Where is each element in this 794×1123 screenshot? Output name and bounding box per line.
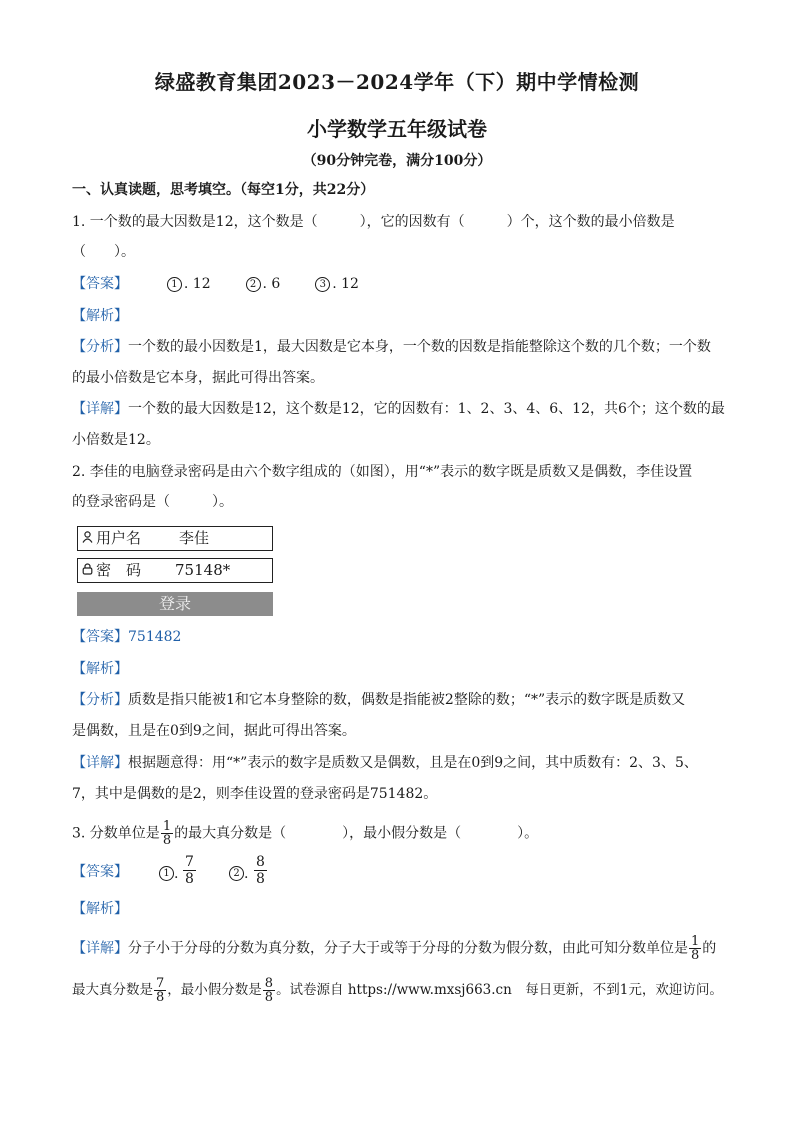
circled-number: 1	[167, 277, 182, 292]
fraction-numerator: 7	[185, 854, 194, 870]
fraction	[689, 935, 701, 962]
answer-value: . 6	[262, 276, 281, 292]
answer-tag: 【答案】	[72, 864, 128, 880]
fraction-denominator: 8	[256, 871, 265, 887]
fraction	[263, 977, 275, 1004]
fenxi-text: 一个数的最小因数是1，最大因数是它本身，一个数的因数是指能整除这个数的几个数；一个数	[128, 339, 711, 355]
xiangjie-text: 最大真分数是	[72, 982, 153, 998]
username-value: 李佳	[179, 529, 210, 547]
circled-number: 2	[246, 277, 261, 292]
xiangjie-tag: 【详解】	[72, 755, 128, 771]
fraction-numerator: 1	[691, 934, 700, 949]
xiangjie-tag: 【详解】	[72, 401, 128, 417]
username-field	[77, 526, 273, 551]
q2-fenxi-line1	[72, 690, 685, 710]
q3-text-pre: 3. 分数单位是	[72, 825, 160, 842]
fraction-denominator: 8	[156, 990, 165, 1005]
answer-text: 【答案】751482	[72, 629, 182, 645]
fraction	[154, 977, 166, 1004]
fraction	[254, 854, 267, 887]
xiangjie-text: ，最小假分数是	[167, 982, 262, 998]
fraction-denominator: 8	[264, 990, 274, 1005]
circled-number: 1	[159, 866, 174, 881]
xiangjie-text: 的	[702, 940, 717, 957]
xiangjie-text: 分子小于分母的分数为真分数，分子大于或等于分母的分数为假分数，由此可知分数单位是	[128, 940, 688, 957]
q2-fenxi-line2: 是偶数，且是在0到9之间，据此可得出答案。	[72, 723, 356, 739]
jiexi-tag: 【解析】	[72, 901, 128, 917]
answer-value: . 12	[183, 276, 211, 292]
q3-text-post: 的最大真分数是（ ），最小假分数是（ ）。	[174, 825, 539, 842]
fraction	[161, 820, 173, 847]
answer-tag: 【答案】	[72, 276, 128, 292]
q1-fenxi-line2: 的最小倍数是它本身，据此可得出答案。	[72, 370, 324, 386]
username-label: 用户名	[96, 529, 142, 547]
answer-dot: .	[174, 866, 179, 882]
section-heading: 一、认真读题，思考填空。（每空1分，共22分）	[72, 182, 375, 198]
xiangjie-tag: 【详解】	[72, 940, 128, 957]
q3-text	[72, 820, 538, 847]
q3-xiangjie-line1	[72, 935, 716, 962]
q1-xiangjie-line2: 小倍数是12。	[72, 432, 160, 448]
jiexi-tag: 【解析】	[72, 308, 128, 324]
q1-answer	[72, 274, 359, 294]
q2-answer	[72, 627, 181, 647]
q1-fenxi-line1	[72, 337, 711, 357]
q2-xiangjie-line1	[72, 753, 698, 773]
fraction-denominator: 8	[691, 948, 700, 963]
fenxi-tag: 【分析】	[72, 339, 128, 355]
q2-text-line2: 的登录密码是（ ）。	[72, 494, 233, 510]
fraction-numerator: 8	[264, 976, 274, 991]
fraction-numerator: 8	[256, 854, 265, 870]
q1-text-line2: （ ）。	[72, 244, 135, 260]
lock-icon	[78, 560, 96, 583]
exam-note: （90分钟完卷，满分100分）	[302, 153, 492, 169]
xiangjie-text: 。试卷源自 https://www.mxsj663.cn 每日更新，不到1元，欢迎访问。	[276, 982, 723, 998]
person-icon	[78, 528, 96, 551]
answer-dot: .	[244, 866, 249, 882]
q3-xiangjie-line2	[72, 977, 723, 1004]
circled-number: 2	[229, 866, 244, 881]
answer-value: . 12	[332, 276, 359, 292]
q2-xiangjie-line2: 7，其中是偶数的是2，则李佳设置的登录密码是751482。	[72, 786, 438, 802]
fenxi-tag: 【分析】	[72, 692, 128, 708]
q1-text-line1: 1. 一个数的最大因数是12，这个数是（ ），它的因数有（ ）个，这个数的最小倍数是	[72, 214, 675, 230]
q3-answer-tag	[72, 862, 128, 882]
xiangjie-text: 根据题意得：用“*”表示的数字是质数又是偶数，且是在0到9之间，其中质数有：2、3、5、	[128, 755, 698, 771]
fraction-denominator: 8	[162, 833, 172, 848]
fraction-numerator: 7	[156, 976, 165, 991]
fraction	[183, 854, 196, 887]
q2-text-line1: 2. 李佳的电脑登录密码是由六个数字组成的（如图），用“*”表示的数字既是质数又是偶数，李佳设置	[72, 464, 693, 480]
password-field	[77, 558, 273, 583]
jiexi-tag: 【解析】	[72, 661, 128, 677]
circled-number: 3	[315, 277, 330, 292]
fenxi-text: 质数是指只能被1和它本身整除的数，偶数是指能被2整除的数；“*”表示的数字既是质数又	[128, 692, 686, 708]
password-label: 密 码	[96, 561, 142, 579]
fraction-denominator: 8	[185, 871, 194, 887]
exam-title: 绿盛教育集团2023－2024学年（下）期中学情检测	[154, 70, 640, 94]
login-button: 登录	[77, 592, 273, 616]
exam-subtitle: 小学数学五年级试卷	[307, 117, 487, 141]
xiangjie-text: 一个数的最大因数是12，这个数是12，它的因数有：1、2、3、4、6、12，共6个；这个数的最	[128, 401, 725, 417]
q1-xiangjie-line1	[72, 399, 725, 419]
fraction-numerator: 1	[162, 819, 172, 834]
password-value: 75148*	[175, 561, 231, 579]
